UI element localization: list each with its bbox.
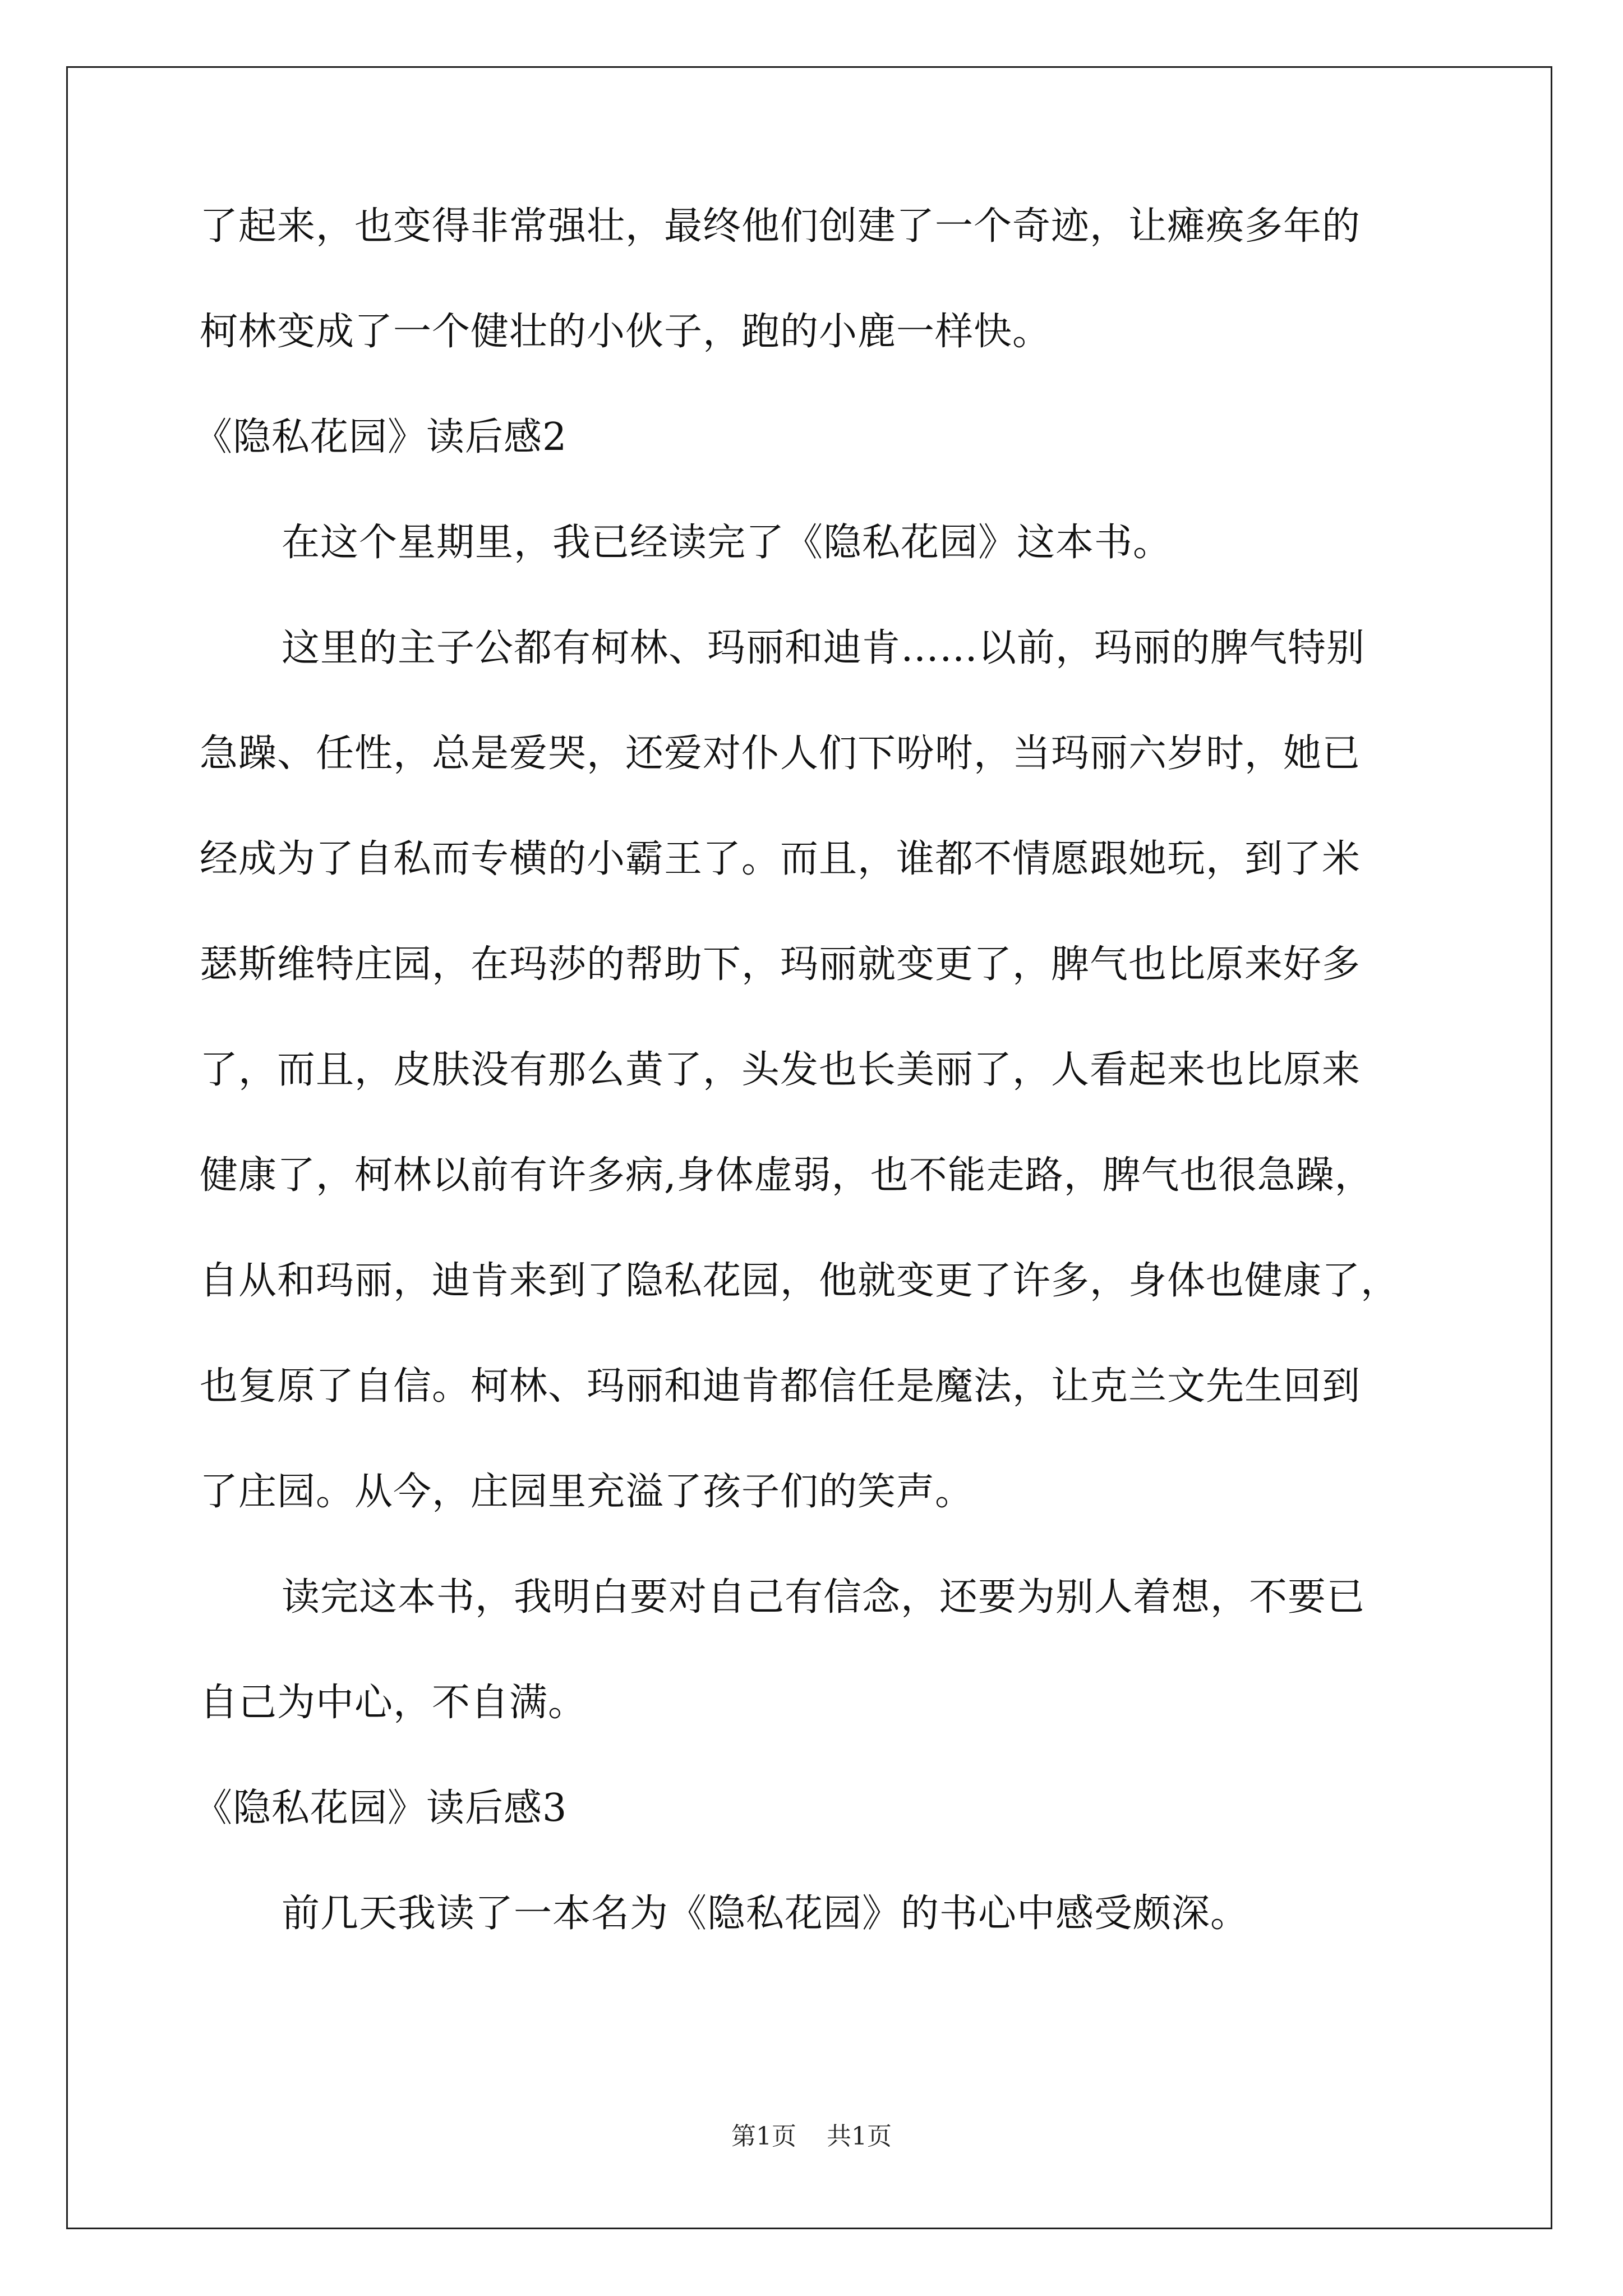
- body-line: 了起来，也变得非常强壮，最终他们创建了一个奇迹，让瘫痪多年的: [200, 204, 1361, 249]
- body-line: 健康了，柯林以前有许多病,身体虚弱，也不能走路，脾气也很急躁，: [200, 1153, 1373, 1198]
- body-line: 瑟斯维特庄园，在玛莎的帮助下，玛丽就变更了，脾气也比原来好多: [200, 942, 1361, 987]
- page-footer: [0, 2124, 1623, 2149]
- body-line: 自己为中心，不自满。: [200, 1681, 587, 1725]
- paragraph-start: 在这个星期里，我已经读完了《隐私花园》这本书。: [282, 521, 1172, 565]
- section-heading: 《隐私花园》读后感3: [194, 1786, 568, 1830]
- body-line: 了庄园。从今，庄园里充溢了孩子们的笑声。: [200, 1470, 974, 1514]
- paragraph-start: 这里的主子公都有柯林、玛丽和迪肯……以前，玛丽的脾气特别: [282, 626, 1366, 670]
- body-line: 经成为了自私而专横的小霸王了。而且，谁都不情愿跟她玩，到了米: [200, 837, 1361, 881]
- body-line: 也复原了自信。柯林、玛丽和迪肯都信任是魔法，让克兰文先生回到: [200, 1364, 1361, 1409]
- section-heading: 《隐私花园》读后感2: [194, 415, 568, 459]
- document-body: [194, 204, 1439, 2000]
- page-number-total: 共1页: [827, 2122, 892, 2151]
- body-line: 自从和玛丽，迪肯来到了隐私花园，他就变更了许多，身体也健康了，: [200, 1259, 1400, 1303]
- paragraph-start: 前几天我读了一本名为《隐私花园》的书心中感受颇深。: [282, 1892, 1249, 1936]
- body-line: 柯林变成了一个健壮的小伙子，跑的小鹿一样快。: [200, 310, 1052, 354]
- paragraph-start: 读完这本书，我明白要对自己有信念，还要为别人着想，不要已: [282, 1575, 1366, 1619]
- page-number-current: 第1页: [731, 2122, 796, 2151]
- body-line: 了，而且，皮肤没有那么黄了，头发也长美丽了，人看起来也比原来: [200, 1048, 1361, 1092]
- body-line: 急躁、任性，总是爱哭，还爱对仆人们下吩咐，当玛丽六岁时，她已: [200, 731, 1361, 776]
